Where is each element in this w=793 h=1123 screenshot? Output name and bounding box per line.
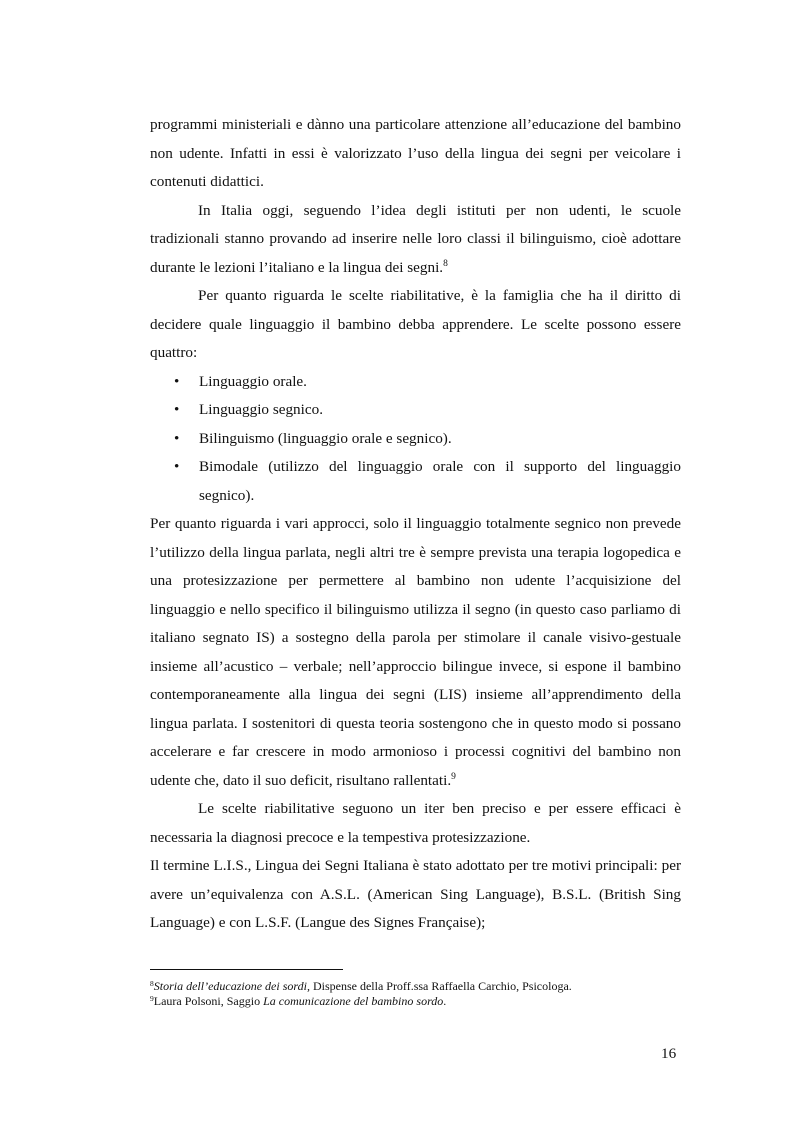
footnotes xyxy=(150,979,710,1009)
footnote-separator xyxy=(150,969,343,970)
list-item: • Linguaggio orale. xyxy=(150,368,681,397)
list-item: • Bimodale (utilizzo del linguaggio orale con il supporto del linguaggio segnico). xyxy=(150,453,681,510)
paragraph-6: Il termine L.I.S., Lingua dei Segni Italiana è stato adottato per tre motivi principali: per avere un’equivalenza con A.S.L. (American Sing Language), B.S.L. (British Sing Language) e con L.S.F. (Langue des Signes Française); xyxy=(150,857,681,931)
bullet-icon: • xyxy=(174,458,180,475)
footnote-9: $^9$Laura Polsoni, Saggio La comunicazione del bambino sordo. xyxy=(150,994,447,1008)
paragraph-4: Per quanto riguarda i vari approcci, solo il linguaggio totalmente segnico non prevede l’utilizzo della lingua parlata, negli altri tre è sempre prevista una terapia logopedica e una protesizzazione per permettere al bambino non udente l’acquisizione del linguaggio e nello specifico il bilinguismo utilizza il segno (in questo caso parliamo di italiano segnato IS) a sostegno della parola per stimolare il canale visivo-gestuale insieme all’acustico – verbale; nell’approccio bilingue invece, si espone il bambino contemporaneamente alla lingua dei segni (LIS) insieme all’apprendimento della lingua parlata. I sostenitori di questa teoria sostengono che in questo modo si possano accelerare e far crescere in modo armonioso i processi cognitivi del bambino non udente che, dato il suo deficit, risultano rallentati.$^9$ xyxy=(150,515,681,789)
bullet-icon: • xyxy=(174,401,180,418)
choices-list xyxy=(150,368,681,511)
paragraph-3: Per quanto riguarda le scelte riabilitative, è la famiglia che ha il diritto di decidere quale linguaggio il bambino debba apprendere. Le scelte possono essere quattro: xyxy=(150,287,681,361)
footnote-ref-8[interactable]: 8 xyxy=(443,258,448,269)
paragraph-5: Le scelte riabilitative seguono un iter ben preciso e per essere efficaci è necessaria la diagnosi precoce e la tempestiva protesizzazione. xyxy=(150,800,681,846)
footnote-8: $^8$Storia dell’educazione dei sordi, Dispense della Proff.ssa Raffaella Carchio, Psicologa. xyxy=(150,979,572,993)
list-item: • Bilinguismo (linguaggio orale e segnico). xyxy=(150,425,681,454)
footnote-ref-9[interactable]: 9 xyxy=(451,771,456,782)
bullet-icon: • xyxy=(174,372,180,390)
page-number: 16 xyxy=(661,1045,677,1062)
paragraph-2: In Italia oggi, seguendo l’idea degli istituti per non udenti, le scuole tradizionali stanno provando ad inserire nelle loro classi il bilinguismo, cioè adottare durante le lezioni l’italiano e la lingua dei segni.$^8$ xyxy=(150,201,681,276)
paragraph-1: programmi ministeriali e dànno una particolare attenzione all’educazione del bambino non udente. Infatti in essi è valorizzato l’uso della lingua dei segni per veicolare i contenuti didattici. xyxy=(150,116,681,190)
bullet-icon: • xyxy=(174,429,180,447)
body-text xyxy=(150,111,681,938)
list-item: • Linguaggio segnico. xyxy=(150,396,681,425)
